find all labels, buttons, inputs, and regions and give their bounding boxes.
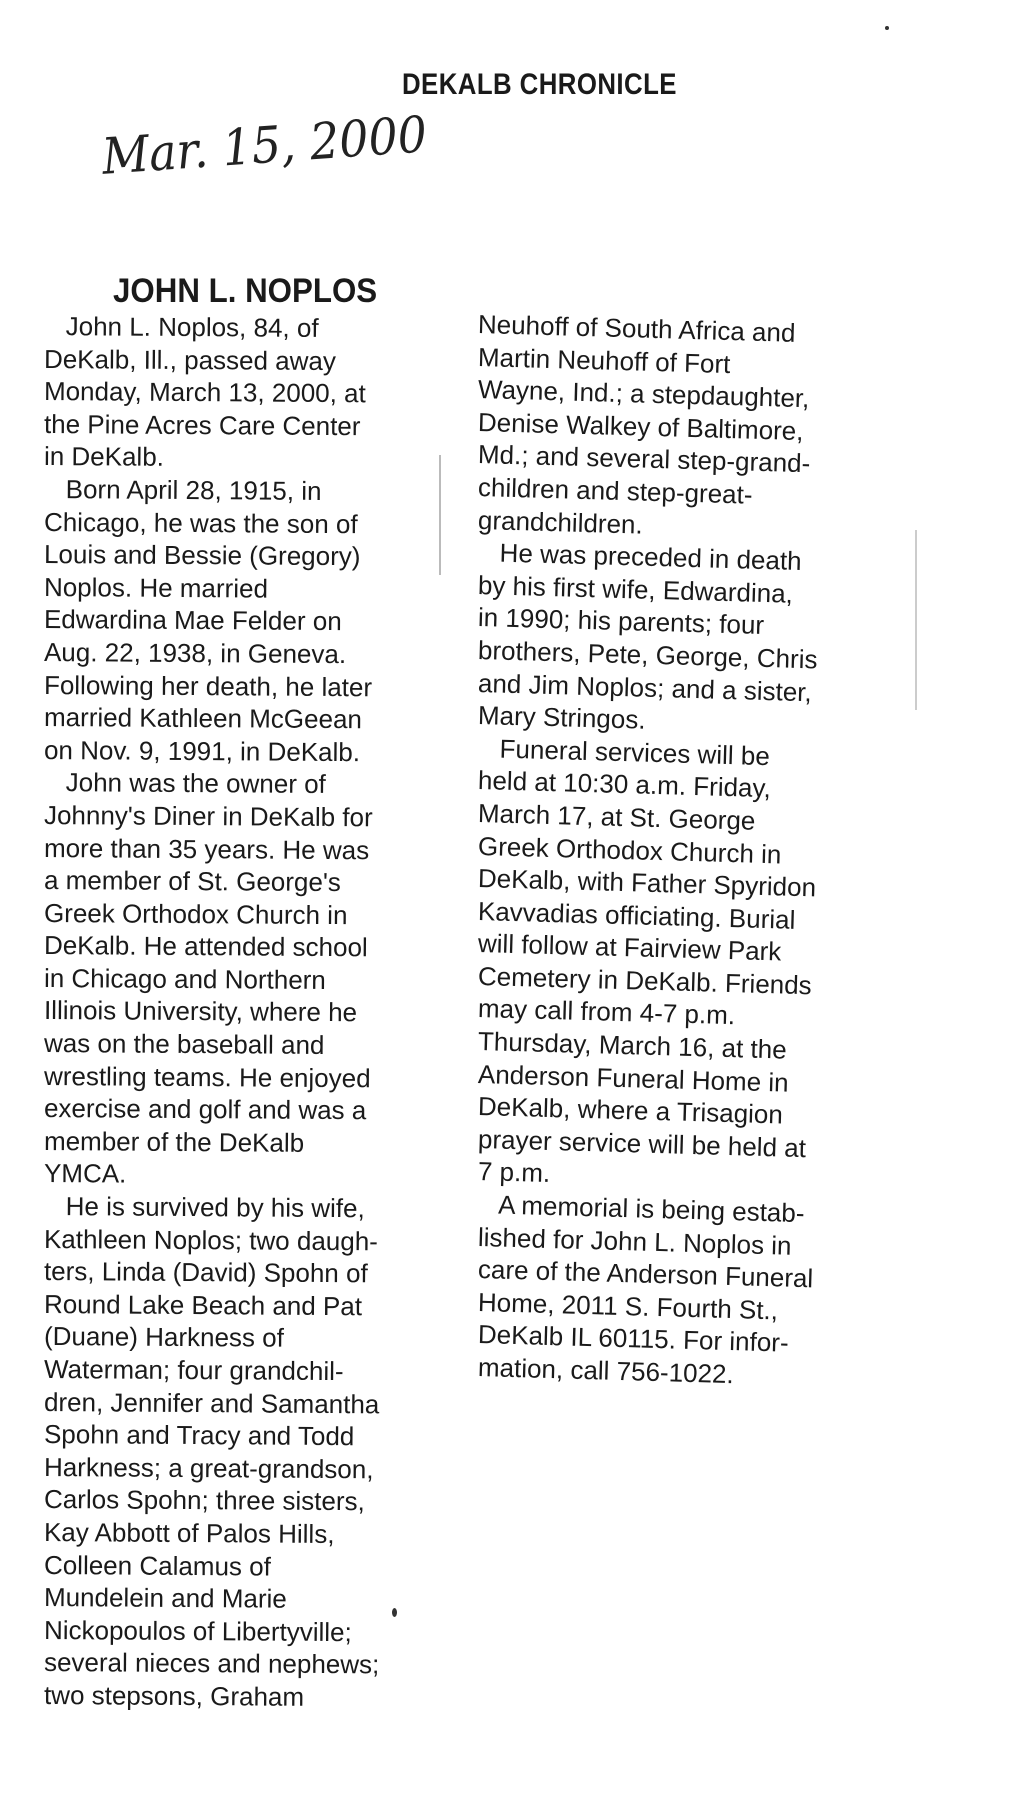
right-column-text-line: A memorial is being estab- xyxy=(477,1189,805,1229)
obituary-right-column xyxy=(477,308,818,1390)
left-column-text-line: Illinois University, where he xyxy=(43,995,358,1028)
left-column-text-line: exercise and golf and was a xyxy=(43,1093,367,1126)
left-column-text-line: in DeKalb. xyxy=(43,441,165,473)
right-column-text-line: Cemetery in DeKalb. Friends xyxy=(477,960,813,1001)
right-column-text-line: Home, 2011 S. Fourth St., xyxy=(477,1286,779,1326)
newspaper-masthead: DEKALB CHRONICLE xyxy=(402,68,677,101)
right-column-text-line: Funeral services will be xyxy=(477,732,771,771)
right-column-text-line: care of the Anderson Funeral xyxy=(477,1254,814,1294)
right-column-text-line: mation, call 756-1022. xyxy=(477,1352,735,1390)
left-column-text-line: (Duane) Harkness of xyxy=(43,1321,284,1354)
left-column-text-line: Carlos Spohn; three sisters, xyxy=(43,1484,365,1517)
left-column-text-line: in Chicago and Northern xyxy=(43,962,326,995)
right-column-text-line: Kavvadias officiating. Burial xyxy=(477,895,796,935)
right-column-text-line: lished for John L. Noplos in xyxy=(477,1221,792,1261)
right-column-text-line: Wayne, Ind.; a stepdaughter, xyxy=(477,374,810,414)
left-column-text-line: on Nov. 9, 1991, in DeKalb. xyxy=(43,734,361,767)
scan-speck xyxy=(885,26,889,30)
right-column-text-line: Thursday, March 16, at the xyxy=(477,1026,788,1065)
left-column-text-line: Aug. 22, 1938, in Geneva. xyxy=(43,636,347,670)
right-column-text-line: He was preceded in death xyxy=(477,537,803,577)
left-column-text-line: Kay Abbott of Palos Hills, xyxy=(43,1516,335,1549)
left-column-text-line: several nieces and nephews; xyxy=(43,1647,380,1680)
page-edge-mark xyxy=(915,530,917,710)
right-column-text-line: DeKalb IL 60115. For infor- xyxy=(477,1319,790,1359)
right-column-text-line: by his first wife, Edwardina, xyxy=(477,569,794,609)
left-column-text-line: Edwardina Mae Felder on xyxy=(43,604,342,637)
left-column-text-line: more than 35 years. He was xyxy=(43,832,370,865)
right-column-text-line: Neuhoff of South Africa and xyxy=(477,309,796,348)
right-column-text-line: 7 p.m. xyxy=(477,1156,551,1189)
left-column-text-line: Johnny's Diner in DeKalb for xyxy=(43,799,373,833)
left-column-text-line: Nickopoulos of Libertyville; xyxy=(43,1614,352,1647)
column-divider xyxy=(439,455,441,575)
left-column-text-line: dren, Jennifer and Samantha xyxy=(43,1386,380,1419)
scan-speck xyxy=(392,1608,397,1617)
left-column-text-line: wrestling teams. He enjoyed xyxy=(43,1060,371,1093)
left-column-text-line: Kathleen Noplos; two daugh- xyxy=(43,1223,378,1256)
right-column-text-line: grandchildren. xyxy=(477,504,644,540)
left-column-text-line: married Kathleen McGeean xyxy=(43,702,363,735)
handwritten-date: Mar. 15, 2000 xyxy=(100,105,429,186)
left-column-text-line: Chicago, he was the son of xyxy=(43,506,358,539)
left-column-text-line: Greek Orthodox Church in xyxy=(43,897,348,930)
right-column-text-line: Denise Walkey of Baltimore, xyxy=(477,406,804,446)
right-column-text-line: held at 10:30 a.m. Friday, xyxy=(477,765,772,804)
right-column-text-line: Mary Stringos. xyxy=(477,700,646,735)
right-column-text-line: prayer service will be held at xyxy=(477,1123,807,1163)
left-column-text-line: DeKalb. He attended school xyxy=(43,930,368,963)
left-column-text-line: Mundelein and Marie xyxy=(43,1582,287,1614)
left-column-text-line: Waterman; four grandchil- xyxy=(43,1354,344,1387)
right-column-text-line: Anderson Funeral Home in xyxy=(477,1058,790,1098)
left-column-text-line: YMCA. xyxy=(43,1158,127,1190)
left-column-text-line: He is survived by his wife, xyxy=(43,1191,365,1224)
obituary-left-column xyxy=(44,310,379,1712)
right-column-text-line: children and step-great- xyxy=(477,471,753,510)
left-column-text-line: Harkness; a great-grandson, xyxy=(43,1451,374,1485)
right-column-text-line: DeKalb, where a Trisagion xyxy=(477,1091,784,1130)
right-column-text-line: March 17, at St. George xyxy=(477,797,756,836)
right-column-text-line: may call from 4-7 p.m. xyxy=(477,993,736,1031)
left-column-text-line: John was the owner of xyxy=(43,767,326,800)
left-column-text-line: Louis and Bessie (Gregory) xyxy=(43,539,361,572)
left-column-text-line: a member of St. George's xyxy=(43,865,341,898)
left-column-text-line: John L. Noplos, 84, of xyxy=(43,311,319,343)
right-column-text-line: Greek Orthodox Church in xyxy=(477,830,782,869)
left-column-text-line: was on the baseball and xyxy=(43,1028,325,1061)
left-column-text-line: member of the DeKalb xyxy=(43,1125,305,1158)
left-column-text-line: the Pine Acres Care Center xyxy=(43,408,361,441)
right-column-text-line: Martin Neuhoff of Fort xyxy=(477,341,731,379)
right-column-text-line: and Jim Noplos; and a sister, xyxy=(477,667,813,707)
left-column-text-line: Monday, March 13, 2000, at xyxy=(43,376,366,409)
right-column-text-line: Md.; and several step-grand- xyxy=(477,439,811,479)
left-column-text-line: Noplos. He married xyxy=(43,571,269,604)
left-column-text-line: two stepsons, Graham xyxy=(43,1679,305,1712)
left-column-text-line: Spohn and Tracy and Todd xyxy=(43,1419,355,1452)
right-column-text-line: in 1990; his parents; four xyxy=(477,602,765,641)
obituary-headline: JOHN L. NOPLOS xyxy=(113,272,378,310)
left-column-text-line: DeKalb, Ill., passed away xyxy=(43,343,337,376)
left-column-text-line: Round Lake Beach and Pat xyxy=(43,1288,363,1322)
left-column-text-line: Colleen Calamus of xyxy=(43,1549,271,1582)
right-column-text-line: brothers, Pete, George, Chris xyxy=(477,634,818,675)
right-column-text-line: will follow at Fairview Park xyxy=(477,928,782,967)
left-column-text-line: ters, Linda (David) Spohn of xyxy=(43,1256,368,1289)
left-column-text-line: Born April 28, 1915, in xyxy=(43,473,322,506)
left-column-text-line: Following her death, he later xyxy=(43,669,373,702)
right-column-text-line: DeKalb, with Father Spyridon xyxy=(477,863,817,903)
